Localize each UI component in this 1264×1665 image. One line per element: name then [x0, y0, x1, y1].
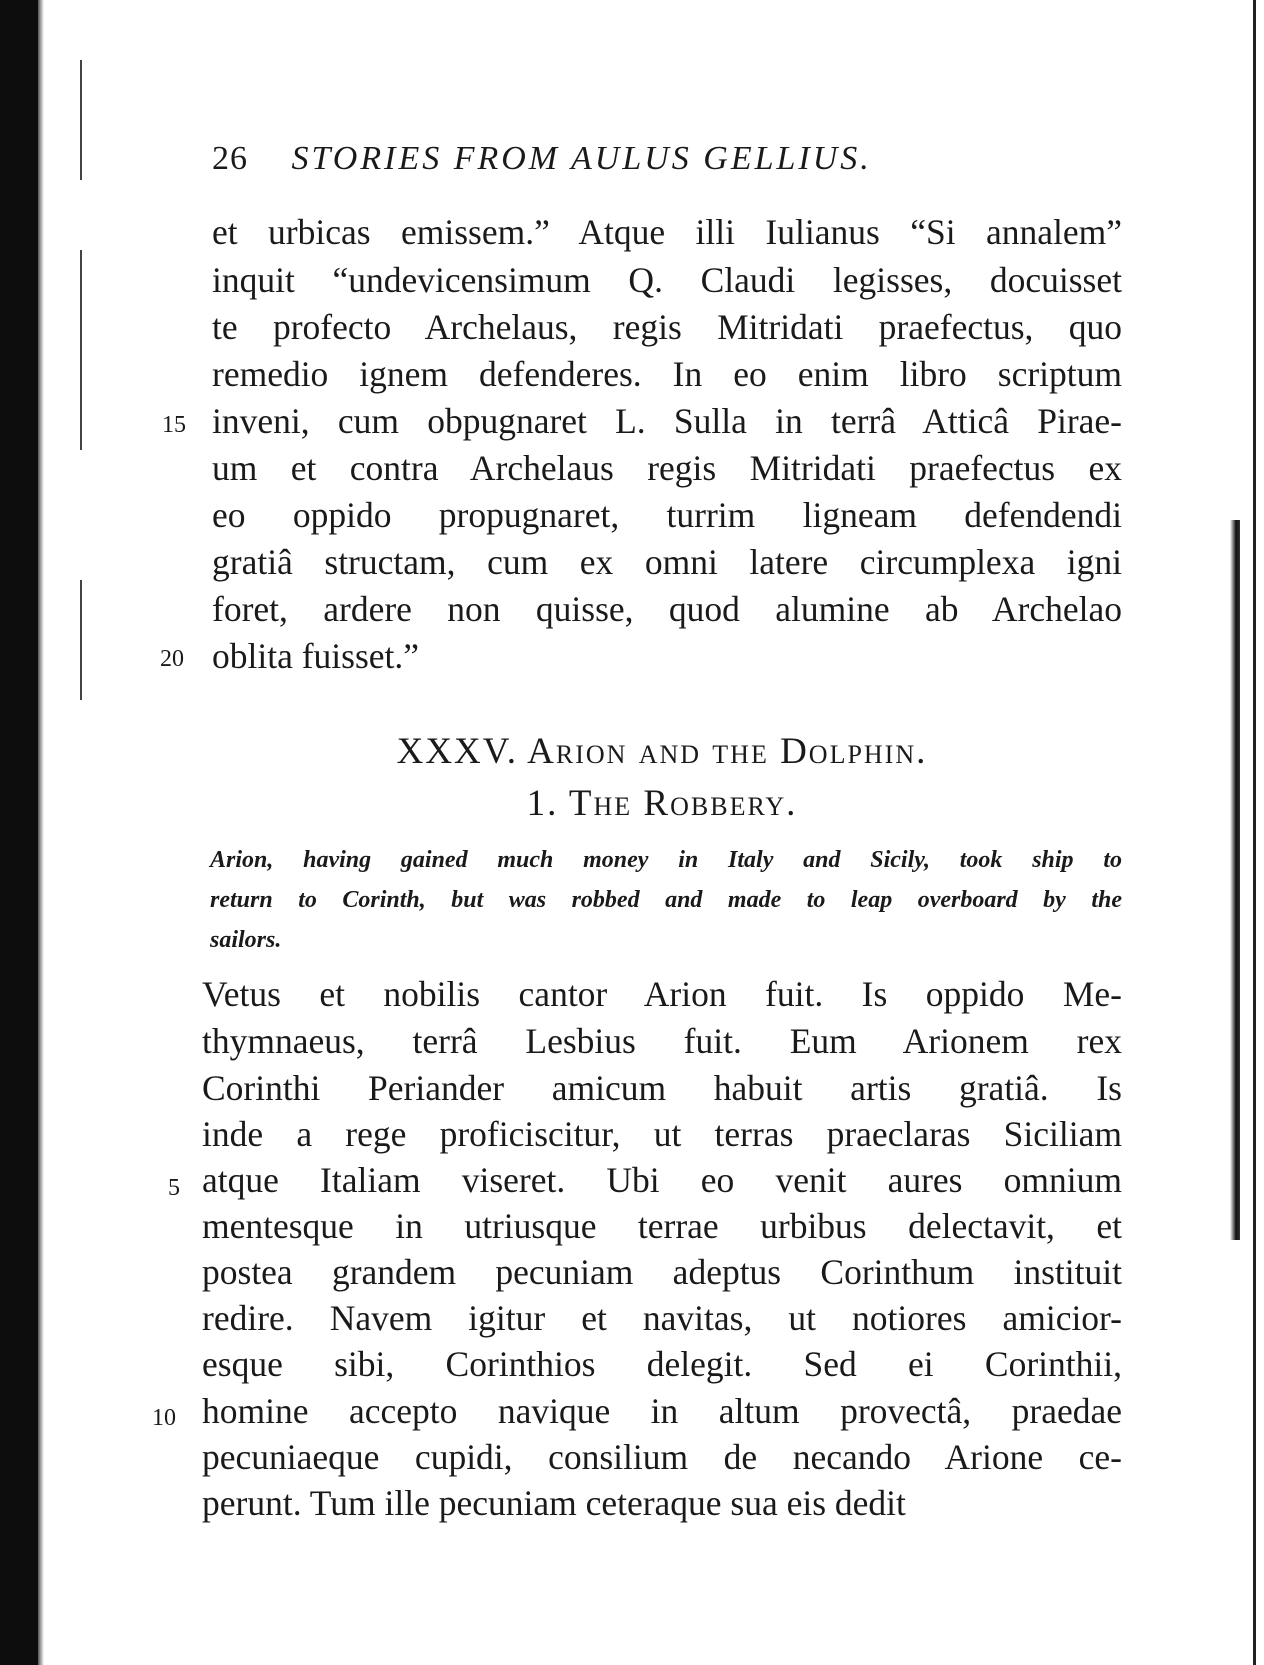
summary-line: Arion, having gained much money in Italy and Sicily, took ship to [210, 847, 1122, 873]
gutter-mark [80, 580, 82, 700]
text-line: Vetus et nobilis cantor Arion fuit. Is oppido Me- [202, 974, 1122, 1014]
text-line: perunt. Tum ille pecuniam ceteraque sua eis dedit [202, 1483, 906, 1523]
page-number: 26 [212, 140, 248, 177]
text-line: inquit “undevicensimum Q. Claudi legisses, docuisset [212, 260, 1122, 300]
running-head [212, 140, 1012, 178]
summary-line: return to Corinth, but was robbed and made to leap overboard by the [210, 887, 1122, 913]
gutter-mark [80, 60, 82, 180]
text-line: redire. Navem igitur et navitas, ut notiores amicior- [202, 1298, 1122, 1338]
running-title: STORIES FROM AULUS GELLIUS. [291, 140, 872, 177]
page-spine-edge [38, 0, 44, 1665]
text-line: te profecto Archelaus, regis Mitridati praefectus, quo [212, 307, 1122, 347]
text-line: oblita fuisset.” [212, 636, 420, 676]
text-line: homine accepto navique in altum provectâ, praedae [202, 1391, 1122, 1431]
text-line: pecuniaeque cupidi, consilium de necando Arione ce- [202, 1437, 1122, 1477]
page-right-shadow [1230, 520, 1240, 1240]
text-line: gratiâ structam, cum ex omni latere circumplexa igni [212, 542, 1122, 582]
text-line: Corinthi Periander amicum habuit artis gratiâ. Is [202, 1068, 1122, 1108]
line-number: 5 [168, 1175, 180, 1201]
text-line: atque Italiam viseret. Ubi eo venit aures omnium [202, 1160, 1122, 1200]
section-subheading: 1. The Robbery. [526, 783, 798, 824]
text-line: foret, ardere non quisse, quod alumine ab Archelao [212, 589, 1122, 629]
text-line: mentesque in utriusque terrae urbibus delectavit, et [202, 1206, 1122, 1246]
text-line: et urbicas emissem.” Atque illi Iulianus “Si annalem” [212, 212, 1122, 252]
gutter-mark [80, 250, 82, 450]
page-right-edge [1253, 0, 1256, 1665]
section-heading: XXXV. Arion and the Dolphin. [396, 731, 928, 772]
text-line: thymnaeus, terrâ Lesbius fuit. Eum Arionem rex [202, 1021, 1122, 1061]
line-number: 15 [162, 412, 186, 438]
line-number: 20 [160, 646, 184, 672]
text-line: postea grandem pecuniam adeptus Corinthum instituit [202, 1252, 1122, 1292]
page-spine-shadow [0, 0, 38, 1665]
section-summary [210, 840, 1122, 960]
text-line: inde a rege proficiscitur, ut terras praeclaras Siciliam [202, 1114, 1122, 1154]
summary-line: sailors. [210, 927, 282, 953]
text-line: eo oppido propugnaret, turrim ligneam defendendi [212, 495, 1122, 535]
text-line: um et contra Archelaus regis Mitridati praefectus ex [212, 448, 1122, 488]
text-line: remedio ignem defenderes. In eo enim libro scriptum [212, 354, 1122, 394]
text-line: esque sibi, Corinthios delegit. Sed ei Corinthii, [202, 1344, 1122, 1384]
text-line: inveni, cum obpugnaret L. Sulla in terrâ Atticâ Pirae- [212, 401, 1122, 441]
line-number: 10 [152, 1405, 176, 1431]
